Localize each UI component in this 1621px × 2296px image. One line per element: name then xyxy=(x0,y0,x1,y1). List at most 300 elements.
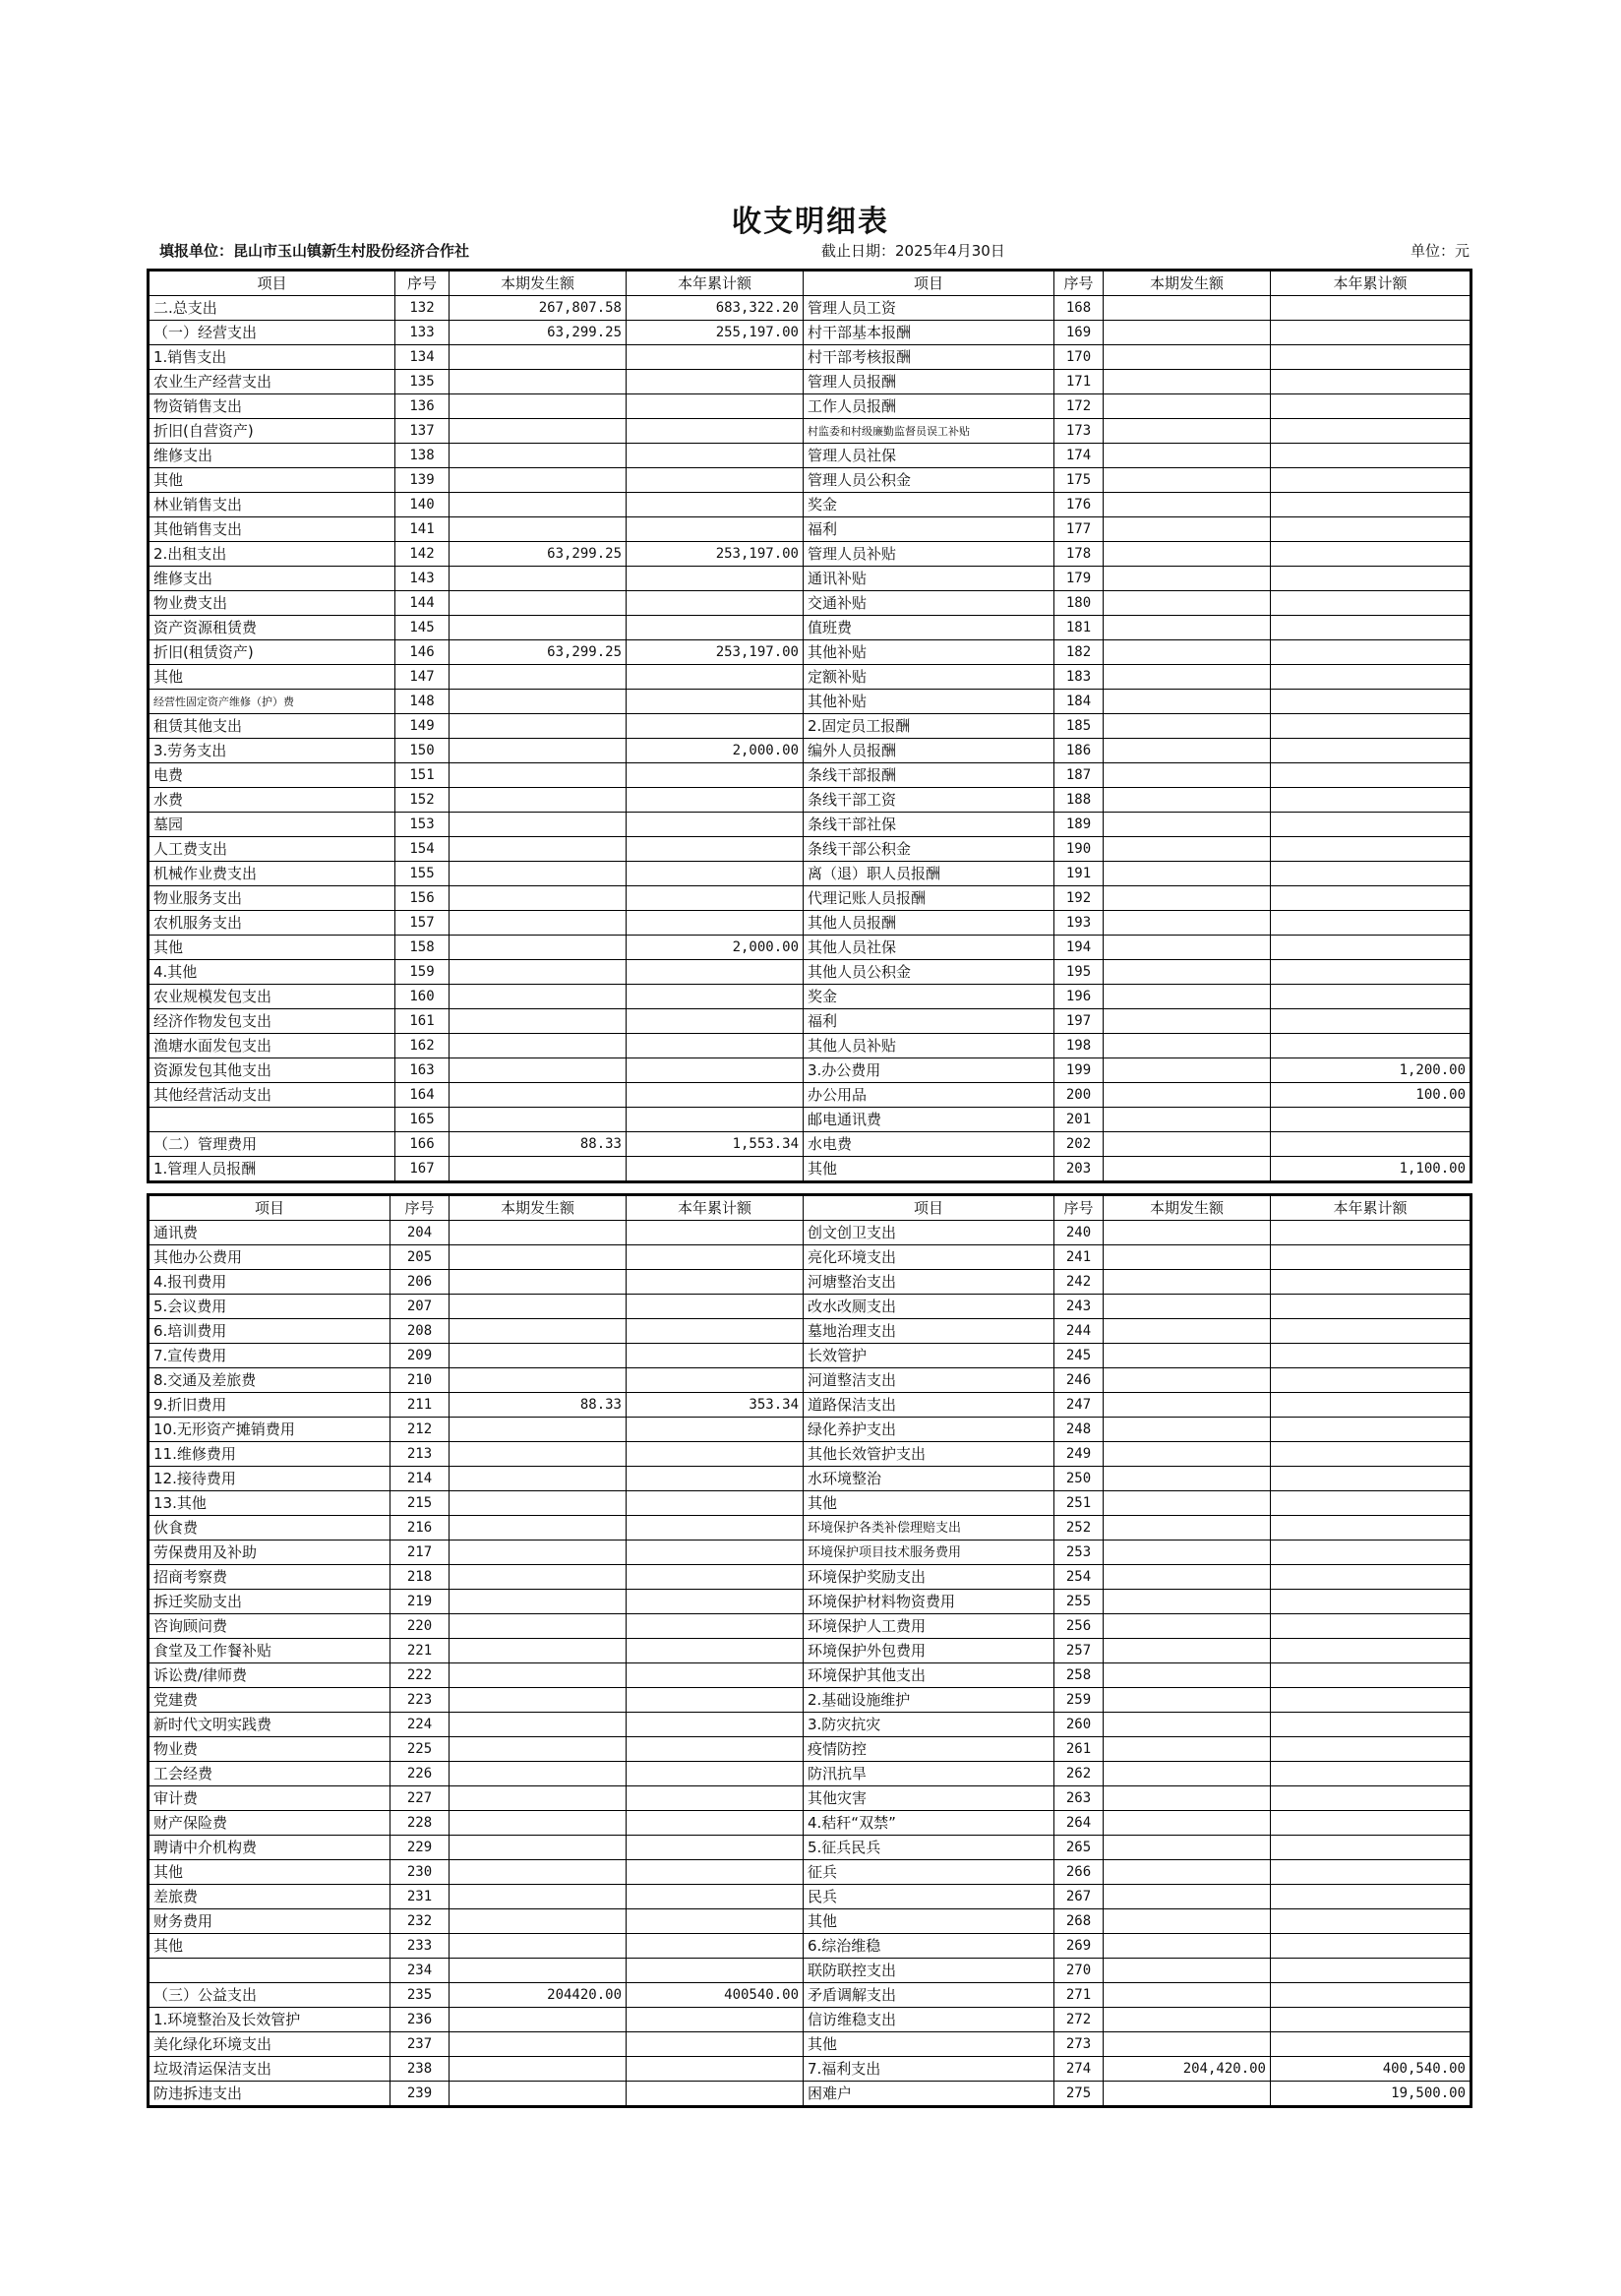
seq-number: 189 xyxy=(1054,813,1104,837)
ytd-amount xyxy=(1271,1270,1471,1295)
current-amount xyxy=(450,1418,627,1442)
seq-number: 258 xyxy=(1054,1663,1104,1688)
table-row xyxy=(149,2082,1471,2107)
item-name: 3.防灾抗灾 xyxy=(804,1713,1054,1737)
item-name: 改水改厕支出 xyxy=(804,1295,1054,1319)
current-amount: 63,299.25 xyxy=(450,640,627,665)
ytd-amount: 353.34 xyxy=(627,1393,804,1418)
item-name: 创文创卫支出 xyxy=(804,1221,1054,1245)
current-amount xyxy=(1104,2032,1271,2057)
item-name: 林业销售支出 xyxy=(149,493,395,517)
item-name: 12.接待费用 xyxy=(149,1467,390,1491)
current-amount xyxy=(1104,1762,1271,1786)
current-amount xyxy=(1104,960,1271,985)
ytd-amount xyxy=(627,1368,804,1393)
table-row xyxy=(149,345,1471,370)
current-amount xyxy=(450,1860,627,1885)
seq-number: 182 xyxy=(1054,640,1104,665)
seq-number: 261 xyxy=(1054,1737,1104,1762)
table-row xyxy=(149,2032,1471,2057)
seq-number: 199 xyxy=(1054,1058,1104,1083)
item-name: 管理人员报酬 xyxy=(804,370,1054,394)
ytd-amount xyxy=(1271,1663,1471,1688)
table-row xyxy=(149,1860,1471,1885)
table-row xyxy=(149,321,1471,345)
table-row xyxy=(149,1058,1471,1083)
ytd-amount xyxy=(1271,714,1471,739)
ytd-amount xyxy=(1271,886,1471,911)
item-name: 条线干部公积金 xyxy=(804,837,1054,862)
item-name: 审计费 xyxy=(149,1786,390,1811)
seq-number: 137 xyxy=(395,419,450,444)
current-amount xyxy=(1104,936,1271,960)
seq-number: 209 xyxy=(390,1344,450,1368)
item-name: 3.劳务支出 xyxy=(149,739,395,763)
item-name: 经济作物发包支出 xyxy=(149,1009,395,1034)
item-name: 农机服务支出 xyxy=(149,911,395,936)
ytd-amount xyxy=(1271,763,1471,788)
table-row xyxy=(149,1245,1471,1270)
seq-number: 158 xyxy=(395,936,450,960)
table-row xyxy=(149,739,1471,763)
item-name: 机械作业费支出 xyxy=(149,862,395,886)
current-amount xyxy=(450,616,627,640)
seq-number: 238 xyxy=(390,2057,450,2082)
ytd-amount xyxy=(1271,837,1471,862)
ytd-amount xyxy=(627,1639,804,1663)
ytd-amount xyxy=(627,2008,804,2032)
ytd-amount xyxy=(627,886,804,911)
seq-number: 191 xyxy=(1054,862,1104,886)
ytd-amount xyxy=(627,1737,804,1762)
ytd-amount xyxy=(1271,1885,1471,1909)
current-amount xyxy=(1104,886,1271,911)
table-row xyxy=(149,1157,1471,1182)
col-item: 项目 xyxy=(149,1195,390,1221)
ytd-amount: 400,540.00 xyxy=(1271,2057,1471,2082)
ytd-amount xyxy=(627,665,804,690)
ytd-amount xyxy=(627,616,804,640)
seq-number: 207 xyxy=(390,1295,450,1319)
table-row xyxy=(149,1442,1471,1467)
seq-number: 217 xyxy=(390,1541,450,1565)
current-amount xyxy=(1104,1157,1271,1182)
item-name: 河塘整治支出 xyxy=(804,1270,1054,1295)
ytd-amount xyxy=(1271,1639,1471,1663)
item-name: 其他 xyxy=(149,468,395,493)
current-amount xyxy=(450,1108,627,1132)
ytd-amount xyxy=(627,591,804,616)
current-amount xyxy=(450,1590,627,1614)
seq-number: 221 xyxy=(390,1639,450,1663)
current-amount xyxy=(1104,862,1271,886)
item-name: 环境保护奖励支出 xyxy=(804,1565,1054,1590)
current-amount xyxy=(450,837,627,862)
ytd-amount xyxy=(1271,419,1471,444)
item-name: 1.销售支出 xyxy=(149,345,395,370)
item-name: 管理人员社保 xyxy=(804,444,1054,468)
current-amount xyxy=(1104,567,1271,591)
seq-number: 203 xyxy=(1054,1157,1104,1182)
current-amount xyxy=(1104,1885,1271,1909)
item-name: 水电费 xyxy=(804,1132,1054,1157)
item-name: 民兵 xyxy=(804,1885,1054,1909)
item-name: 其他灾害 xyxy=(804,1786,1054,1811)
seq-number: 198 xyxy=(1054,1034,1104,1058)
current-amount xyxy=(1104,1491,1271,1516)
current-amount xyxy=(450,1467,627,1491)
item-name: 5.征兵民兵 xyxy=(804,1836,1054,1860)
current-amount: 204,420.00 xyxy=(1104,2057,1271,2082)
ytd-amount xyxy=(1271,1737,1471,1762)
ytd-amount xyxy=(627,493,804,517)
current-amount xyxy=(450,936,627,960)
seq-number: 186 xyxy=(1054,739,1104,763)
current-amount xyxy=(1104,468,1271,493)
col-seq: 序号 xyxy=(395,271,450,296)
seq-number: 169 xyxy=(1054,321,1104,345)
table-row xyxy=(149,1270,1471,1295)
table-row xyxy=(149,1034,1471,1058)
seq-number: 190 xyxy=(1054,837,1104,862)
item-name: 11.维修费用 xyxy=(149,1442,390,1467)
ytd-amount xyxy=(1271,1418,1471,1442)
item-name: 农业规模发包支出 xyxy=(149,985,395,1009)
table-row xyxy=(149,1688,1471,1713)
current-amount xyxy=(450,468,627,493)
col-current: 本期发生额 xyxy=(1104,271,1271,296)
current-amount: 267,807.58 xyxy=(450,296,627,321)
table-row xyxy=(149,1713,1471,1737)
seq-number: 132 xyxy=(395,296,450,321)
item-name: 其他 xyxy=(804,1157,1054,1182)
seq-number: 224 xyxy=(390,1713,450,1737)
ytd-amount xyxy=(1271,1762,1471,1786)
seq-number: 141 xyxy=(395,517,450,542)
table-row xyxy=(149,419,1471,444)
ytd-amount xyxy=(627,1083,804,1108)
seq-number: 183 xyxy=(1054,665,1104,690)
item-name: 环境保护材料物资费用 xyxy=(804,1590,1054,1614)
current-amount xyxy=(1104,1009,1271,1034)
ytd-amount xyxy=(1271,1009,1471,1034)
item-name xyxy=(149,1108,395,1132)
current-amount xyxy=(1104,1108,1271,1132)
ytd-amount xyxy=(627,763,804,788)
current-amount xyxy=(1104,640,1271,665)
current-amount xyxy=(450,517,627,542)
ytd-amount xyxy=(1271,1132,1471,1157)
seq-number: 194 xyxy=(1054,936,1104,960)
seq-number: 184 xyxy=(1054,690,1104,714)
ytd-amount xyxy=(1271,493,1471,517)
item-name: 折旧(自营资产) xyxy=(149,419,395,444)
seq-number: 135 xyxy=(395,370,450,394)
item-name: 矛盾调解支出 xyxy=(804,1983,1054,2008)
current-amount: 88.33 xyxy=(450,1393,627,1418)
table-row xyxy=(149,2057,1471,2082)
seq-number: 264 xyxy=(1054,1811,1104,1836)
seq-number: 200 xyxy=(1054,1083,1104,1108)
table-row xyxy=(149,960,1471,985)
current-amount xyxy=(1104,1639,1271,1663)
item-name: 亮化环境支出 xyxy=(804,1245,1054,1270)
item-name: 邮电通讯费 xyxy=(804,1108,1054,1132)
item-name: 管理人员公积金 xyxy=(804,468,1054,493)
ytd-amount xyxy=(1271,1245,1471,1270)
seq-number: 236 xyxy=(390,2008,450,2032)
seq-number: 173 xyxy=(1054,419,1104,444)
item-name: 维修支出 xyxy=(149,444,395,468)
current-amount xyxy=(1104,1737,1271,1762)
table-row xyxy=(149,517,1471,542)
seq-number: 212 xyxy=(390,1418,450,1442)
seq-number: 149 xyxy=(395,714,450,739)
item-name: 1.管理人员报酬 xyxy=(149,1157,395,1182)
item-name: 困难户 xyxy=(804,2082,1054,2107)
seq-number: 222 xyxy=(390,1663,450,1688)
current-amount xyxy=(450,591,627,616)
item-name: 资产资源租赁费 xyxy=(149,616,395,640)
seq-number: 271 xyxy=(1054,1983,1104,2008)
current-amount xyxy=(450,763,627,788)
seq-number: 143 xyxy=(395,567,450,591)
seq-number: 252 xyxy=(1054,1516,1104,1541)
seq-number: 272 xyxy=(1054,2008,1104,2032)
item-name: 墓地治理支出 xyxy=(804,1319,1054,1344)
seq-number: 243 xyxy=(1054,1295,1104,1319)
item-name: 1.环境整治及长效管护 xyxy=(149,2008,390,2032)
ytd-amount xyxy=(1271,640,1471,665)
current-amount xyxy=(1104,1368,1271,1393)
ytd-amount xyxy=(627,517,804,542)
seq-number: 247 xyxy=(1054,1393,1104,1418)
item-name: 差旅费 xyxy=(149,1885,390,1909)
current-amount xyxy=(1104,1295,1271,1319)
ytd-amount xyxy=(627,1245,804,1270)
item-name: 4.其他 xyxy=(149,960,395,985)
ytd-amount xyxy=(627,370,804,394)
seq-number: 159 xyxy=(395,960,450,985)
ytd-amount xyxy=(627,1344,804,1368)
ytd-amount: 2,000.00 xyxy=(627,739,804,763)
table-row xyxy=(149,1541,1471,1565)
table-row xyxy=(149,1786,1471,1811)
ytd-amount xyxy=(1271,296,1471,321)
ytd-amount: 253,197.00 xyxy=(627,542,804,567)
ytd-amount xyxy=(1271,1934,1471,1959)
table-row xyxy=(149,1108,1471,1132)
item-name: 环境保护各类补偿理赔支出 xyxy=(804,1516,1054,1541)
ytd-amount xyxy=(1271,517,1471,542)
seq-number: 171 xyxy=(1054,370,1104,394)
ytd-amount xyxy=(1271,690,1471,714)
current-amount xyxy=(1104,2082,1271,2107)
seq-number: 267 xyxy=(1054,1885,1104,1909)
current-amount xyxy=(450,1811,627,1836)
ytd-amount xyxy=(627,1713,804,1737)
item-name: 其他长效管护支出 xyxy=(804,1442,1054,1467)
seq-number: 172 xyxy=(1054,394,1104,419)
current-amount xyxy=(1104,2008,1271,2032)
ytd-amount xyxy=(1271,1541,1471,1565)
ytd-amount xyxy=(1271,616,1471,640)
current-amount xyxy=(1104,1221,1271,1245)
seq-number: 269 xyxy=(1054,1934,1104,1959)
current-amount xyxy=(450,1491,627,1516)
current-amount xyxy=(1104,370,1271,394)
item-name: 条线干部报酬 xyxy=(804,763,1054,788)
ytd-amount xyxy=(627,837,804,862)
current-amount xyxy=(1104,345,1271,370)
item-name: （三）公益支出 xyxy=(149,1983,390,2008)
seq-number: 163 xyxy=(395,1058,450,1083)
table-row xyxy=(149,788,1471,813)
current-amount xyxy=(1104,985,1271,1009)
seq-number: 213 xyxy=(390,1442,450,1467)
item-name: 其他 xyxy=(149,936,395,960)
seq-number: 250 xyxy=(1054,1467,1104,1491)
item-name: 4.报刊费用 xyxy=(149,1270,390,1295)
seq-number: 195 xyxy=(1054,960,1104,985)
ytd-amount xyxy=(1271,321,1471,345)
table-row xyxy=(149,1491,1471,1516)
current-amount xyxy=(450,1565,627,1590)
seq-number: 248 xyxy=(1054,1418,1104,1442)
current-amount xyxy=(1104,1860,1271,1885)
item-name: 其他 xyxy=(804,2032,1054,2057)
ytd-amount xyxy=(627,1034,804,1058)
seq-number: 270 xyxy=(1054,1959,1104,1983)
current-amount xyxy=(1104,591,1271,616)
table-row xyxy=(149,1393,1471,1418)
col-ytd: 本年累计额 xyxy=(627,1195,804,1221)
col-seq: 序号 xyxy=(1054,271,1104,296)
item-name: 9.折旧费用 xyxy=(149,1393,390,1418)
ytd-amount: 19,500.00 xyxy=(1271,2082,1471,2107)
seq-number: 208 xyxy=(390,1319,450,1344)
item-name: 其他人员报酬 xyxy=(804,911,1054,936)
ytd-amount xyxy=(627,1009,804,1034)
table-row xyxy=(149,1319,1471,1344)
seq-number: 274 xyxy=(1054,2057,1104,2082)
seq-number: 205 xyxy=(390,1245,450,1270)
current-amount xyxy=(450,1157,627,1182)
table-row xyxy=(149,813,1471,837)
table-row xyxy=(149,1516,1471,1541)
item-name: 其他补贴 xyxy=(804,640,1054,665)
table-row xyxy=(149,1639,1471,1663)
seq-number: 214 xyxy=(390,1467,450,1491)
current-amount xyxy=(1104,837,1271,862)
item-name: 信访维稳支出 xyxy=(804,2008,1054,2032)
current-amount xyxy=(1104,493,1271,517)
seq-number: 210 xyxy=(390,1368,450,1393)
item-name: 咨询顾问费 xyxy=(149,1614,390,1639)
table-row xyxy=(149,1221,1471,1245)
seq-number: 244 xyxy=(1054,1319,1104,1344)
table-header-row xyxy=(149,271,1471,296)
item-name: 5.会议费用 xyxy=(149,1295,390,1319)
item-name: 其他 xyxy=(149,665,395,690)
current-amount xyxy=(450,370,627,394)
ytd-amount xyxy=(1271,1516,1471,1541)
ytd-amount xyxy=(627,1058,804,1083)
seq-number: 223 xyxy=(390,1688,450,1713)
ytd-amount xyxy=(627,1614,804,1639)
seq-number: 139 xyxy=(395,468,450,493)
item-name: 村干部基本报酬 xyxy=(804,321,1054,345)
seq-number: 165 xyxy=(395,1108,450,1132)
current-amount xyxy=(1104,1959,1271,1983)
ytd-amount xyxy=(627,1319,804,1344)
ytd-amount xyxy=(627,1442,804,1467)
item-name: 工会经费 xyxy=(149,1762,390,1786)
ytd-amount xyxy=(1271,1221,1471,1245)
table-row xyxy=(149,886,1471,911)
table-row xyxy=(149,640,1471,665)
table-header-row xyxy=(149,1195,1471,1221)
ytd-amount xyxy=(1271,370,1471,394)
seq-number: 206 xyxy=(390,1270,450,1295)
ytd-amount xyxy=(627,862,804,886)
item-name: 8.交通及差旅费 xyxy=(149,1368,390,1393)
current-amount xyxy=(1104,665,1271,690)
current-amount xyxy=(450,788,627,813)
current-amount xyxy=(450,911,627,936)
seq-number: 229 xyxy=(390,1836,450,1860)
ytd-amount: 400540.00 xyxy=(627,1983,804,2008)
item-name: 长效管护 xyxy=(804,1344,1054,1368)
item-name: 垃圾清运保洁支出 xyxy=(149,2057,390,2082)
col-item: 项目 xyxy=(804,1195,1054,1221)
seq-number: 259 xyxy=(1054,1688,1104,1713)
table-row xyxy=(149,763,1471,788)
table-row xyxy=(149,1368,1471,1393)
current-amount xyxy=(1104,1270,1271,1295)
item-name: 二.总支出 xyxy=(149,296,395,321)
ytd-amount xyxy=(627,1418,804,1442)
item-name: 维修支出 xyxy=(149,567,395,591)
current-amount xyxy=(1104,1983,1271,2008)
item-name: 道路保洁支出 xyxy=(804,1393,1054,1418)
current-amount xyxy=(450,960,627,985)
ytd-amount xyxy=(627,1688,804,1713)
item-name: 其他人员补贴 xyxy=(804,1034,1054,1058)
current-amount xyxy=(450,985,627,1009)
seq-number: 266 xyxy=(1054,1860,1104,1885)
current-amount xyxy=(450,1934,627,1959)
ytd-amount xyxy=(627,1934,804,1959)
ytd-amount xyxy=(1271,1983,1471,2008)
ytd-amount xyxy=(1271,1811,1471,1836)
ytd-amount xyxy=(1271,1034,1471,1058)
item-name: （一）经营支出 xyxy=(149,321,395,345)
ytd-amount xyxy=(627,1295,804,1319)
ytd-amount xyxy=(1271,1590,1471,1614)
ytd-amount xyxy=(1271,1786,1471,1811)
ytd-amount xyxy=(627,345,804,370)
current-amount xyxy=(1104,419,1271,444)
current-amount xyxy=(1104,1083,1271,1108)
ytd-amount xyxy=(1271,936,1471,960)
seq-number: 176 xyxy=(1054,493,1104,517)
item-name: 物资销售支出 xyxy=(149,394,395,419)
item-name: 通讯费 xyxy=(149,1221,390,1245)
ytd-amount: 1,553.34 xyxy=(627,1132,804,1157)
seq-number: 148 xyxy=(395,690,450,714)
table-row xyxy=(149,2008,1471,2032)
